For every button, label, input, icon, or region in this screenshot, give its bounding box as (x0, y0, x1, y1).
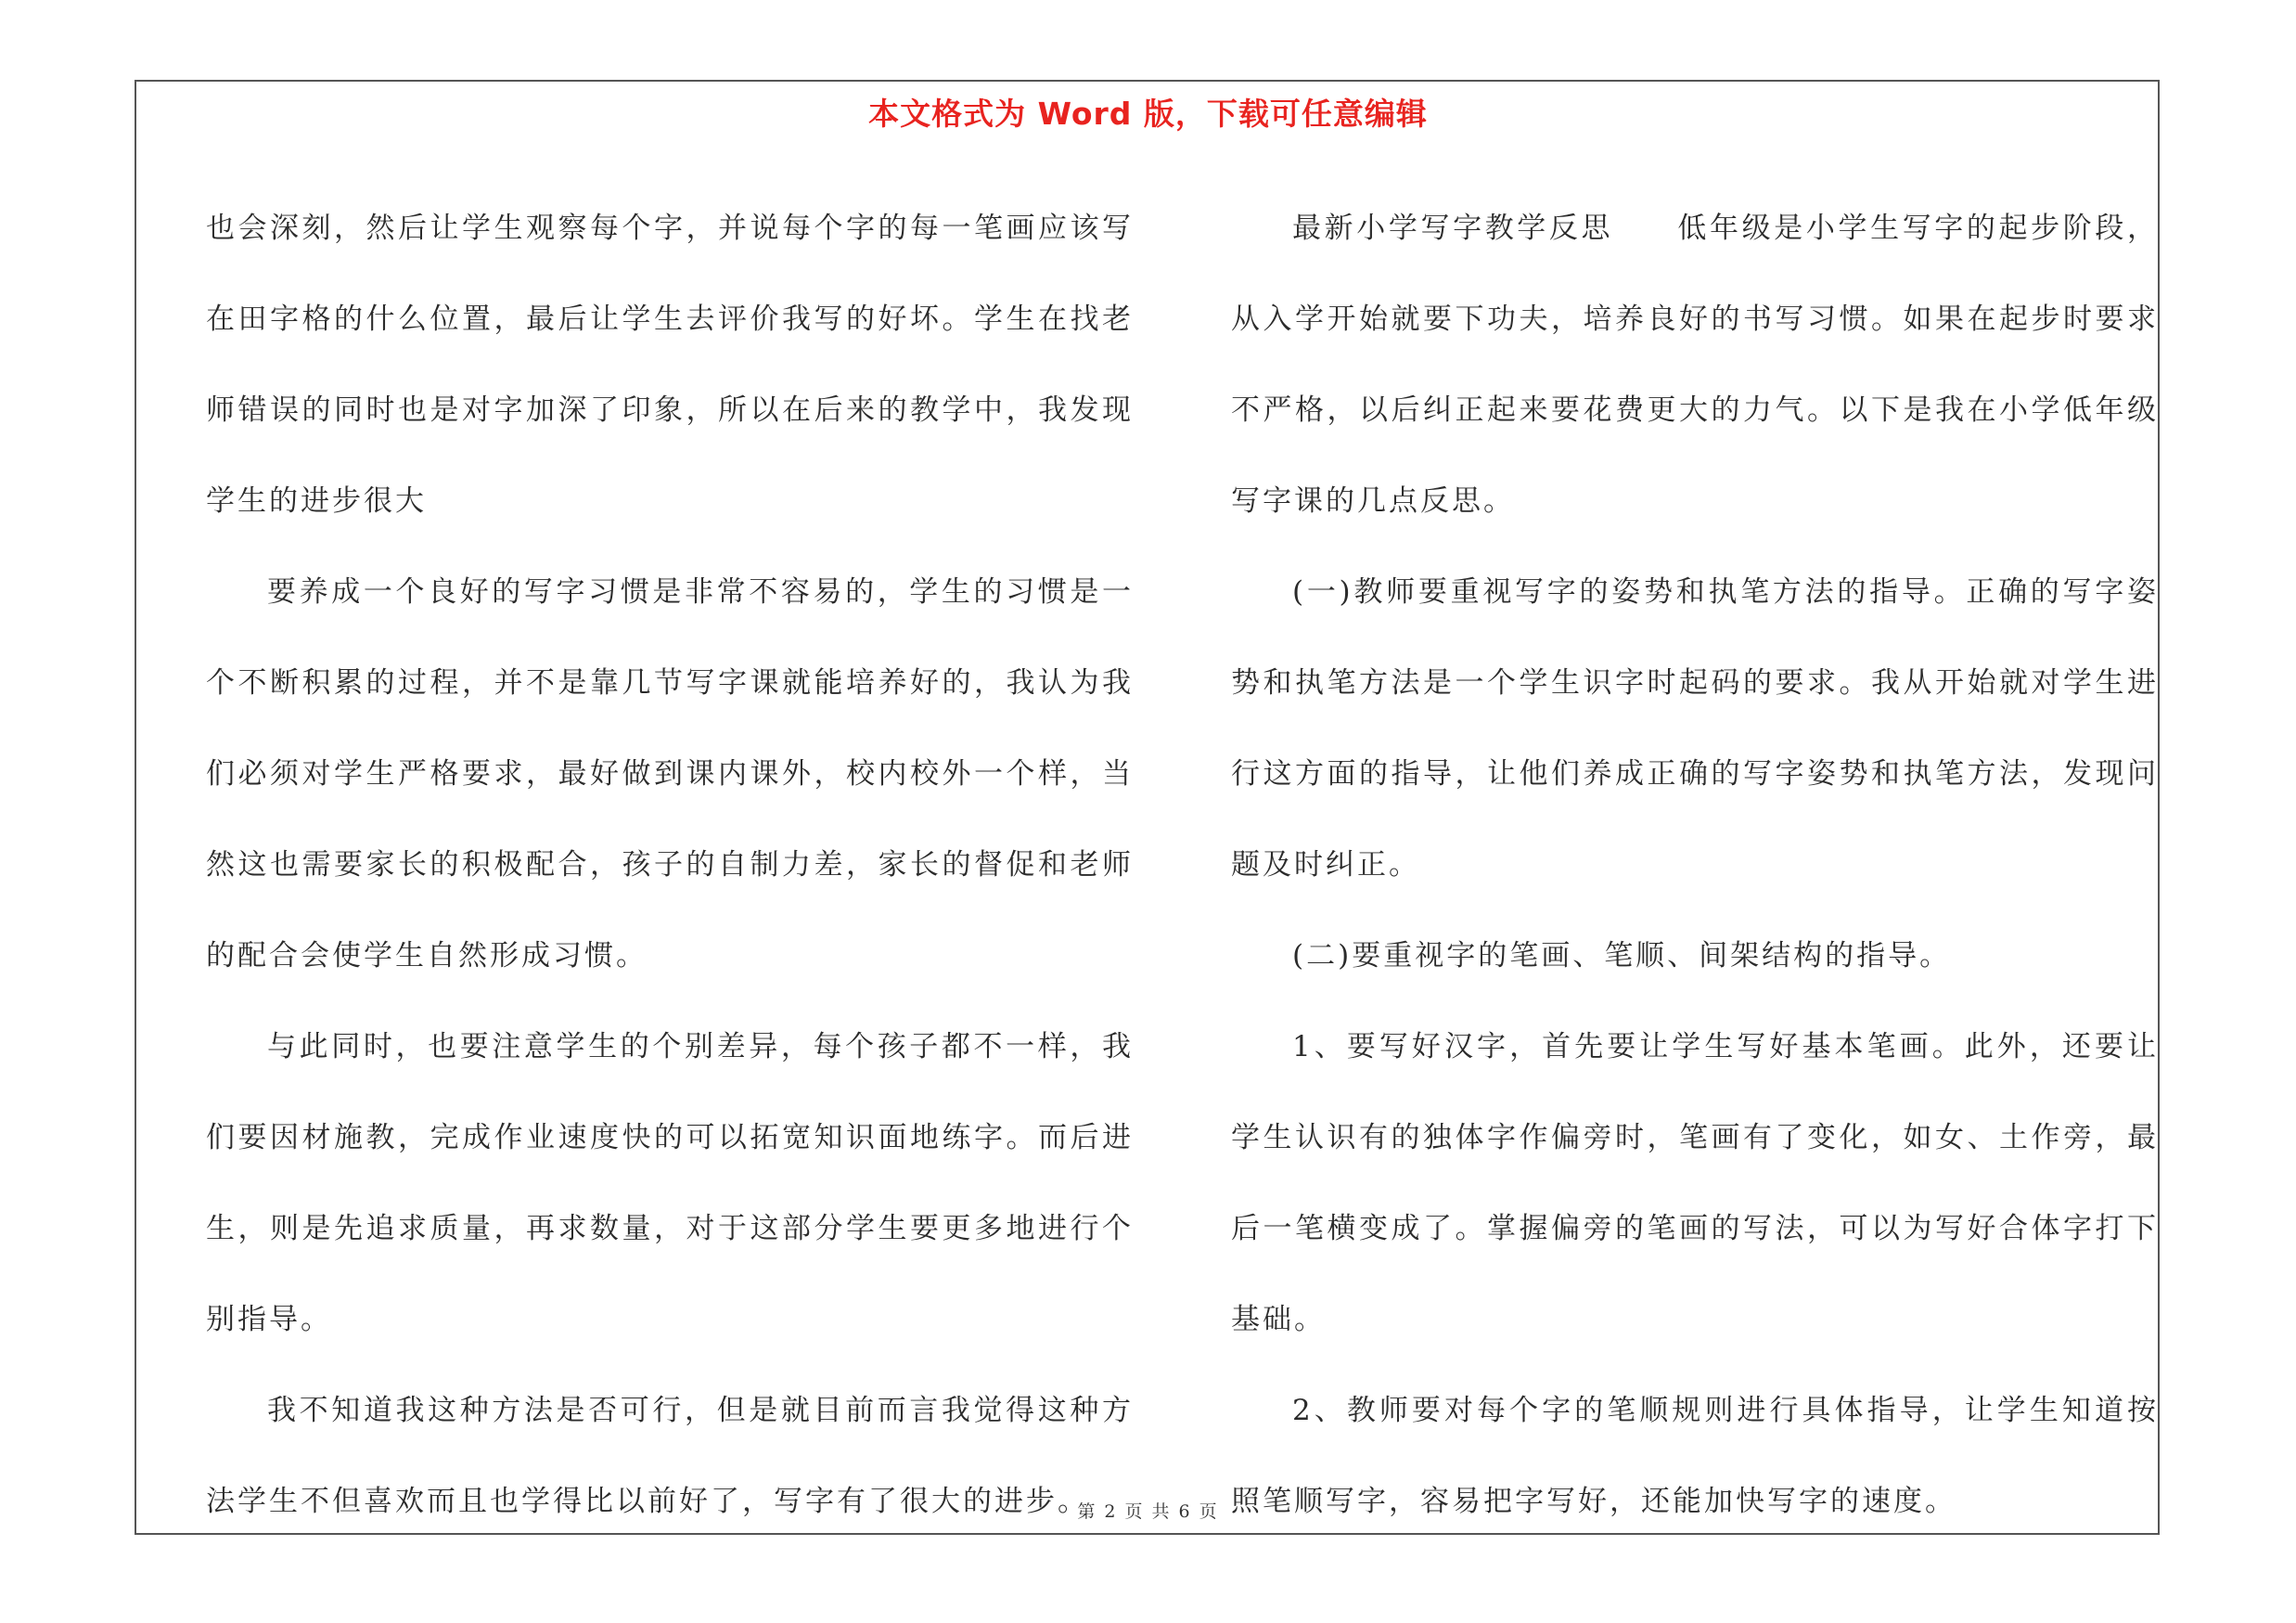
left-paragraph-1: 也会深刻，然后让学生观察每个字，并说每个字的每一笔画应该写在田字格的什么位置，最后让学生去评价我写的好坏。学生在找老师错误的同时也是对字加深了印象，所以在后来的教学中，我发现学生的进步很大 (206, 212, 1134, 518)
left-text-column (206, 183, 1134, 1547)
right-text-column (1231, 183, 2159, 1547)
right-paragraph-1: 最新小学写字教学反思 低年级是小学生写字的起步阶段，从入学开始就要下功夫，培养良好的书写习惯。如果在起步时要求不严格，以后纠正起来要花费更大的力气。以下是我在小学低年级写字课的几点反思。 (1231, 212, 2159, 518)
page-number-footer: 第 2 页 共 6 页 (1077, 1501, 1219, 1522)
left-paragraph-4: 我不知道我这种方法是否可行，但是就目前而言我觉得这种方法学生不但喜欢而且也学得比以前好了，写字有了很大的进步。 (206, 1394, 1134, 1518)
right-paragraph-5: 2、教师要对每个字的笔顺规则进行具体指导，让学生知道按照笔顺写字，容易把字写好，还能加快写字的速度。 (1231, 1394, 2159, 1518)
left-paragraph-2: 要养成一个良好的写字习惯是非常不容易的，学生的习惯是一个不断积累的过程，并不是靠几节写字课就能培养好的，我认为我们必须对学生严格要求，最好做到课内课外，校内校外一个样，当然这也需要家长的积极配合，孩子的自制力差，家长的督促和老师的配合会使学生自然形成习惯。 (206, 575, 1134, 973)
right-paragraph-2: (一)教师要重视写字的姿势和执笔方法的指导。正确的写字姿势和执笔方法是一个学生识字时起码的要求。我从开始就对学生进行这方面的指导，让他们养成正确的写字姿势和执笔方法，发现问题及时纠正。 (1231, 575, 2159, 882)
right-paragraph-3: (二)要重视字的笔画、笔顺、间架结构的指导。 (1292, 939, 1952, 973)
left-paragraph-3: 与此同时，也要注意学生的个别差异，每个孩子都不一样，我们要因材施教，完成作业速度快的可以拓宽知识面地练字。而后进生，则是先追求质量，再求数量，对于这部分学生要更多地进行个别指导。 (206, 1030, 1134, 1336)
word-format-banner: 本文格式为 Word 版，下载可任意编辑 (868, 96, 1428, 132)
right-paragraph-4: 1、要写好汉字，首先要让学生写好基本笔画。此外，还要让学生认识有的独体字作偏旁时，笔画有了变化，如女、土作旁，最后一笔横变成了。掌握偏旁的笔画的写法，可以为写好合体字打下基础。 (1231, 1030, 2159, 1336)
